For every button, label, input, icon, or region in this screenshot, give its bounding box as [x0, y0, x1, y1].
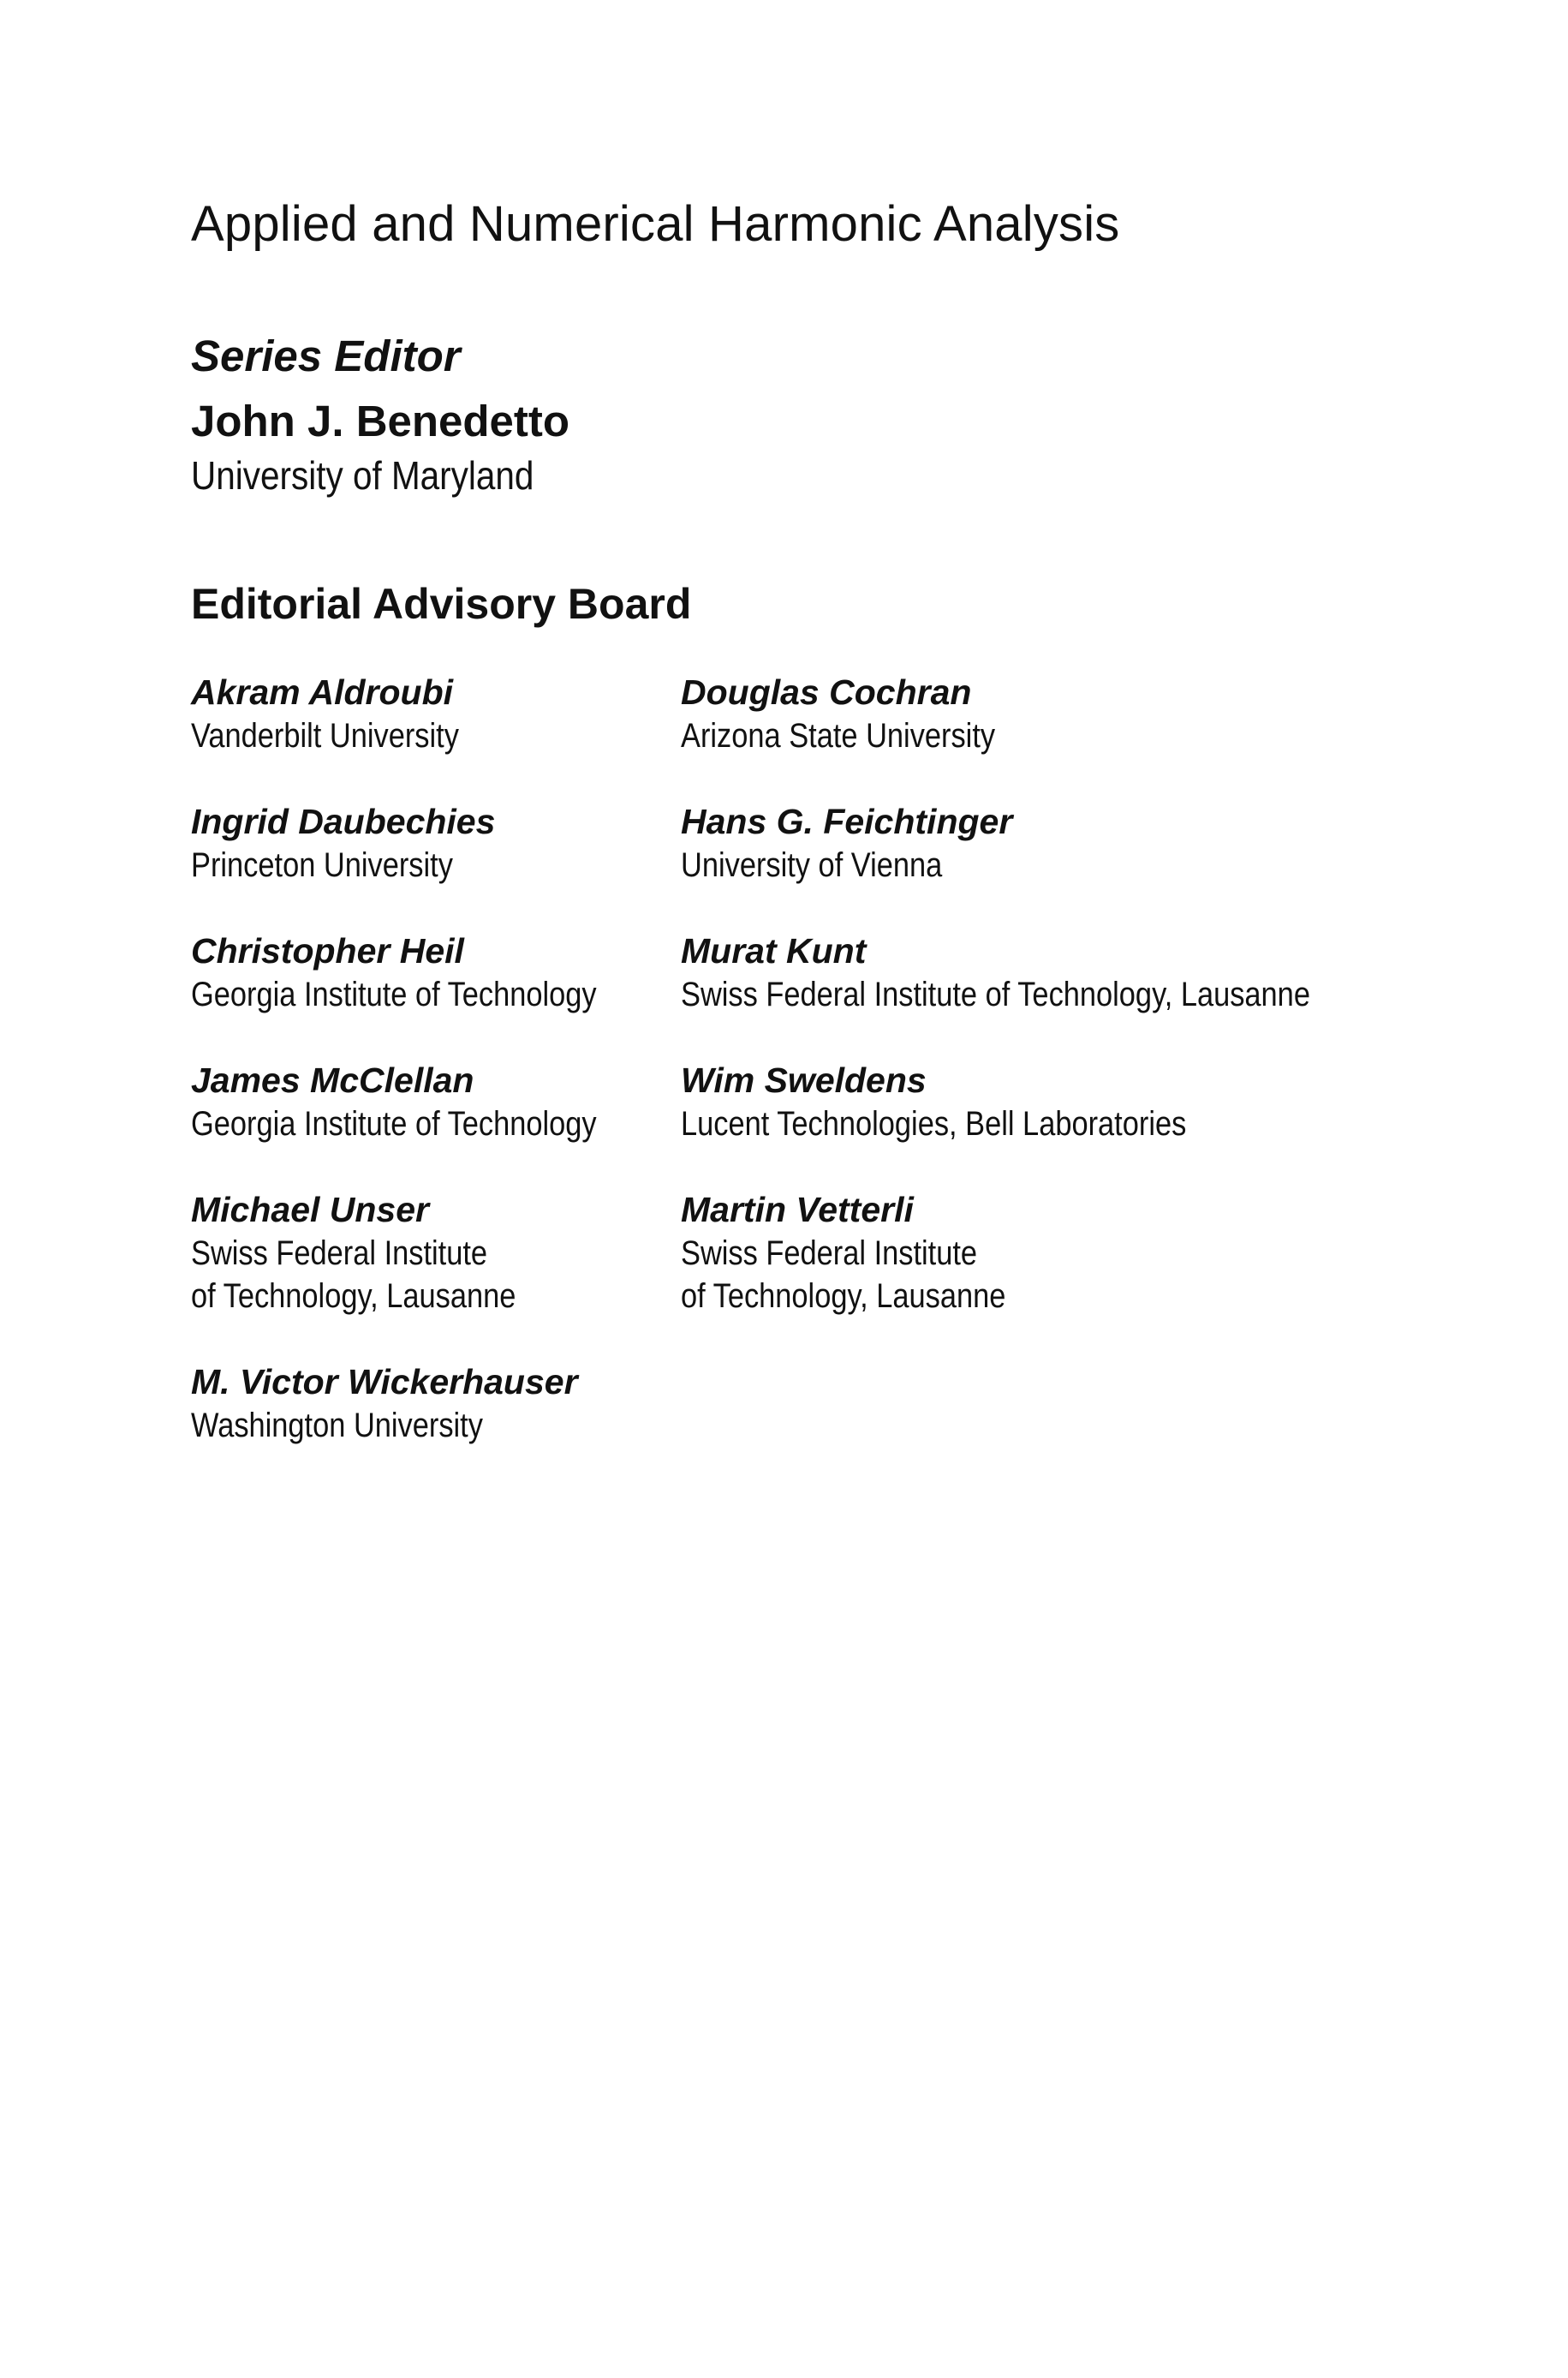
series-editor-name: John J. Benedetto — [191, 397, 570, 445]
member-affiliation: Swiss Federal Institute of Technology, Lausanne — [681, 976, 1310, 1013]
board-member — [681, 799, 1012, 887]
board-member — [191, 670, 503, 757]
member-name: Martin Vetterli — [681, 1190, 914, 1229]
member-name: Murat Kunt — [681, 931, 867, 971]
member-name: Akram Aldroubi — [191, 672, 454, 712]
board-member — [191, 1187, 569, 1317]
board-member — [191, 929, 663, 1016]
member-affiliation: Washington University — [191, 1407, 483, 1444]
member-name: Michael Unser — [191, 1190, 429, 1229]
member-name: Hans G. Feichtinger — [681, 802, 1013, 841]
member-name: Ingrid Daubechies — [191, 802, 496, 841]
member-name: Douglas Cochran — [681, 672, 972, 712]
member-affiliation: Georgia Institute of Technology — [191, 1105, 597, 1143]
member-affiliation: Arizona State University — [681, 717, 996, 755]
member-affiliation: University of Vienna — [681, 846, 943, 884]
member-affiliation-line2: of Technology, Lausanne — [681, 1277, 1006, 1315]
member-name: James McClellan — [191, 1061, 474, 1100]
board-member — [191, 1058, 663, 1145]
board-member — [191, 1359, 578, 1447]
member-name: Christopher Heil — [191, 931, 464, 971]
board-member — [681, 1187, 1058, 1317]
board-member — [681, 1058, 1268, 1145]
member-affiliation: Swiss Federal Institute — [681, 1234, 978, 1272]
member-name: M. Victor Wickerhauser — [191, 1362, 578, 1401]
member-name: Wim Sweldens — [681, 1061, 927, 1100]
board-member — [191, 799, 496, 887]
member-affiliation: Vanderbilt University — [191, 717, 459, 755]
member-affiliation: Swiss Federal Institute — [191, 1234, 488, 1272]
board-member — [681, 670, 1046, 757]
series-editor-affiliation: University of Maryland — [191, 453, 534, 498]
series-title: Applied and Numerical Harmonic Analysis — [191, 196, 1120, 252]
board-member — [681, 929, 1413, 1016]
member-affiliation-line2: of Technology, Lausanne — [191, 1277, 516, 1315]
series-editor-label: Series Editor — [191, 332, 461, 380]
member-affiliation: Georgia Institute of Technology — [191, 976, 597, 1013]
member-affiliation: Princeton University — [191, 846, 453, 884]
board-heading: Editorial Advisory Board — [191, 580, 692, 628]
member-affiliation: Lucent Technologies, Bell Laboratories — [681, 1105, 1187, 1143]
